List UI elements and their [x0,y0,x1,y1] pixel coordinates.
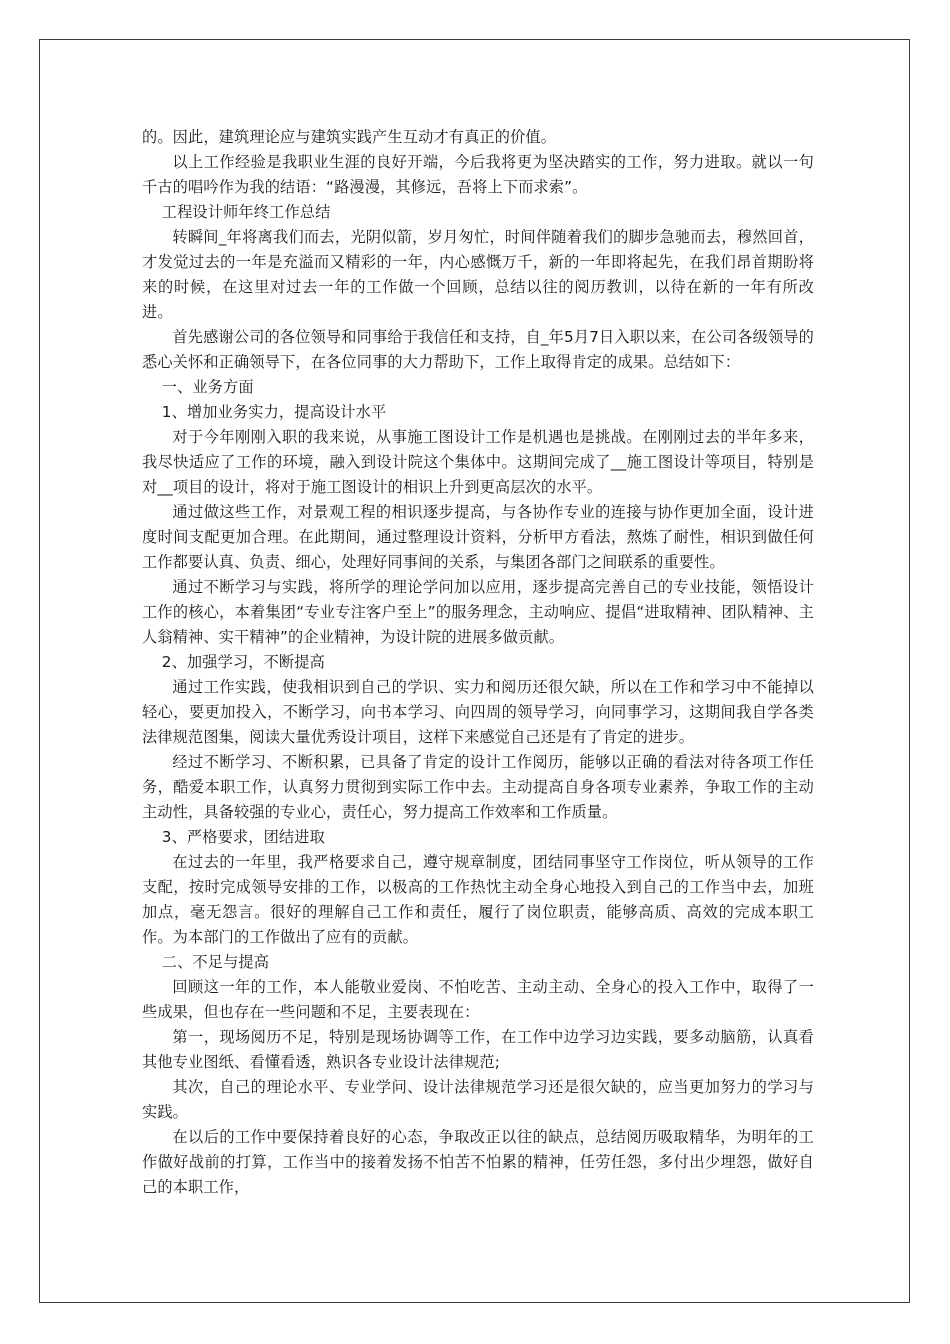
paragraph: 通过不断学习与实践，将所学的理论学问加以应用，逐步提高完善自己的专业技能，领悟设计工作的核心，本着集团“专业专注客户至上”的服务理念，主动响应、提倡“进取精神、团队精神、主人翁精神、实干精神”的企业精神，为设计院的进展多做贡献。 [142,578,814,646]
subsection-heading: 3、严格要求，团结进取 [161,828,325,846]
paragraph: 的。因此，建筑理论应与建筑实践产生互动才有真正的价值。 [142,128,557,146]
subsection-heading: 1、增加业务实力，提高设计水平 [161,403,387,421]
subsection-heading: 2、加强学习，不断提高 [161,653,325,671]
paragraph: 以上工作经验是我职业生涯的良好开端，今后我将更为坚决踏实的工作，努力进取。就以一句千古的唱吟作为我的结语：“路漫漫，其修远，吾将上下而求索”。 [142,153,814,196]
paragraph: 回顾这一年的工作，本人能敬业爱岗、不怕吃苦、主动主动、全身心的投入工作中，取得了一些成果，但也存在一些问题和不足，主要表现在： [142,978,814,1021]
paragraph: 转瞬间_年将离我们而去，光阴似箭，岁月匆忙，时间伴随着我们的脚步急驰而去，穆然回首，才发觉过去的一年是充溢而又精彩的一年，内心感慨万千，新的一年即将起先，在我们昂首期盼将来的时候，在这里对过去一年的工作做一个回顾，总结以往的阅历教训，以待在新的一年有所改进。 [142,228,814,321]
document-title: 工程设计师年终工作总结 [161,203,331,221]
paragraph: 经过不断学习、不断积累，已具备了肯定的设计工作阅历，能够以正确的看法对待各项工作任务，酷爱本职工作，认真努力贯彻到实际工作中去。主动提高自身各项专业素养，争取工作的主动主动性，具备较强的专业心，责任心，努力提高工作效率和工作质量。 [142,753,814,821]
section-heading: 一、业务方面 [161,378,254,396]
paragraph: 通过工作实践，使我相识到自己的学识、实力和阅历还很欠缺，所以在工作和学习中不能掉以轻心，要更加投入，不断学习，向书本学习、向四周的领导学习，向同事学习，这期间我自学各类法律规范图集，阅读大量优秀设计项目，这样下来感觉自己还是有了肯定的进步。 [142,678,814,746]
paragraph: 其次，自己的理论水平、专业学问、设计法律规范学习还是很欠缺的，应当更加努力的学习与实践。 [142,1078,814,1121]
paragraph: 首先感谢公司的各位领导和同事给于我信任和支持，自_年5月7日入职以来，在公司各级领导的悉心关怀和正确领导下，在各位同事的大力帮助下，工作上取得肯定的成果。总结如下： [142,328,814,371]
document-body [142,125,814,1200]
paragraph: 在以后的工作中要保持着良好的心态，争取改正以往的缺点，总结阅历吸取精华，为明年的工作做好战前的打算，工作当中的接着发扬不怕苦不怕累的精神，任劳任怨，多付出少埋怨，做好自己的本职工作， [142,1128,814,1196]
paragraph: 对于今年刚刚入职的我来说，从事施工图设计工作是机遇也是挑战。在刚刚过去的半年多来，我尽快适应了工作的环境，融入到设计院这个集体中。这期间完成了__施工图设计等项目，特别是对__项目的设计，将对于施工图设计的相识上升到更高层次的水平。 [142,428,814,496]
section-heading: 二、不足与提高 [161,953,270,971]
paragraph: 第一，现场阅历不足，特别是现场协调等工作，在工作中边学习边实践，要多动脑筋，认真看其他专业图纸、看懂看透，熟识各专业设计法律规范; [142,1028,814,1071]
paragraph: 通过做这些工作，对景观工程的相识逐步提高，与各协作专业的连接与协作更加全面，设计进度时间支配更加合理。在此期间，通过整理设计资料，分析甲方看法，熬炼了耐性，相识到做任何工作都要认真、负责、细心，处理好同事间的关系，与集团各部门之间联系的重要性。 [142,503,814,571]
paragraph: 在过去的一年里，我严格要求自己，遵守规章制度，团结同事坚守工作岗位，听从领导的工作支配，按时完成领导安排的工作，以极高的工作热忱主动全身心地投入到自己的工作当中去，加班加点，毫无怨言。很好的理解自己工作和责任，履行了岗位职责，能够高质、高效的完成本职工作。为本部门的工作做出了应有的贡献。 [142,853,814,946]
